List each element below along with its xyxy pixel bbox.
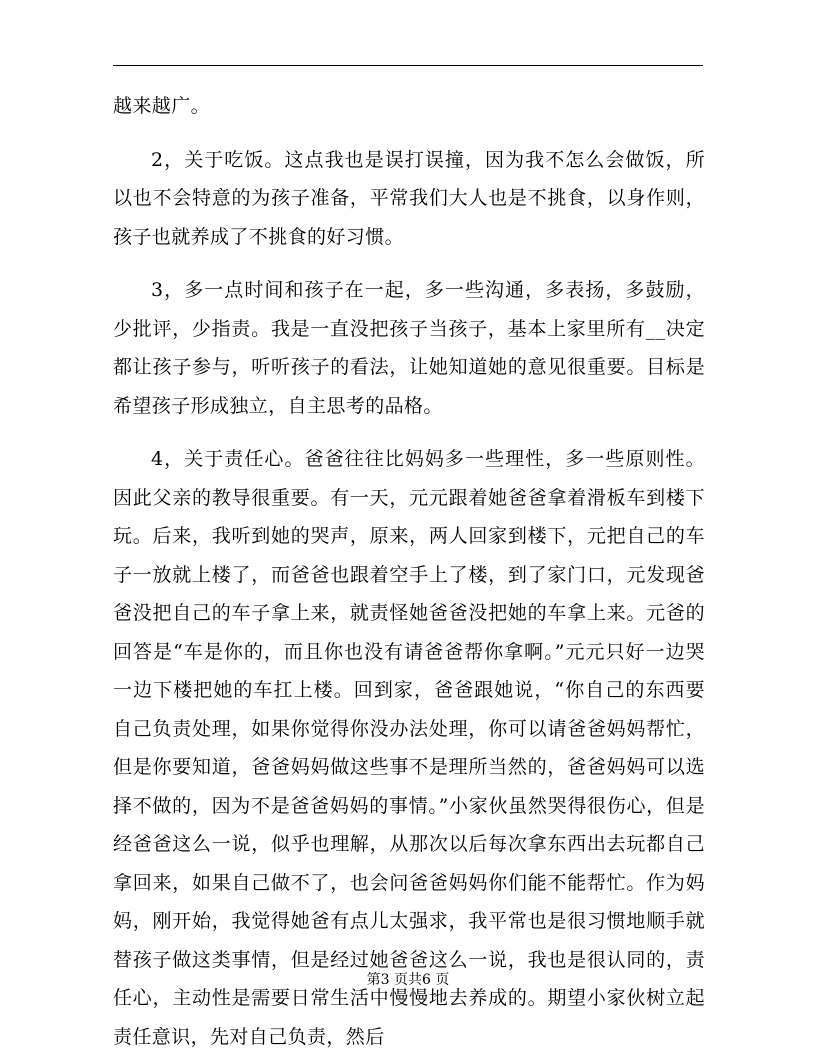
paragraph-eating-habits: 2，关于吃饭。这点我也是误打误撞，因为我不怎么会做饭，所以也不会特意的为孩子准备，平常我们大人也是不挑食，以身作则，孩子也就养成了不挑食的好习惯。: [113, 148, 705, 248]
page-footer: 第3 页共6 页: [366, 972, 450, 988]
paragraph-continuation: 越来越广。: [113, 95, 211, 117]
header-rule: [113, 65, 703, 66]
paragraph-responsibility: 4，关于责任心。爸爸往往比妈妈多一些理性，多一些原则性。因此父亲的教导很重要。有一天，元元跟着她爸爸拿着滑板车到楼下玩。后来，我听到她的哭声，原来，两人回家到楼下，元把自己的车子一放就上楼了，而爸爸也跟着空手上了楼，到了家门口，元发现爸爸没把自己的车子拿上来，就责怪她爸爸没把她的车拿上来。元爸的回答是“车是你的，而且你也没有请爸爸帮你拿啊。”元元只好一边哭一边下楼把她的车扛上楼。回到家，爸爸跟她说，“你自己的东西要自己负责处理，如果你觉得你没办法处理，你可以请爸爸妈妈帮忙，但是你要知道，爸爸妈妈做这些事不是理所当然的，爸爸妈妈可以选择不做的，因为不是爸爸妈妈的事情。”小家伙虽然哭得很伤心，但是经爸爸这么一说，似乎也理解，从那次以后每次拿东西出去玩都自己拿回来，如果自己做不了，也会问爸爸妈妈你们能不能帮忙。作为妈妈，刚开始，我觉得她爸有点儿太强求，我平常也是很习惯地顺手就替孩子做这类事情，但是经过她爸爸这么一说，我也是很认同的，责任心，主动性是需要日常生活中慢慢地去养成的。期望小家伙树立起责任意识，先对自己负责，然后: [113, 448, 705, 1048]
paragraph-time-together: 3，多一点时间和孩子在一起，多一些沟通，多表扬，多鼓励，少批评，少指责。我是一直没把孩子当孩子，基本上家里所有__决定都让孩子参与，听听孩子的看法，让她知道她的意见很重要。目标是希望孩子形成独立，自主思考的品格。: [113, 279, 705, 417]
document-body: [113, 87, 705, 1056]
